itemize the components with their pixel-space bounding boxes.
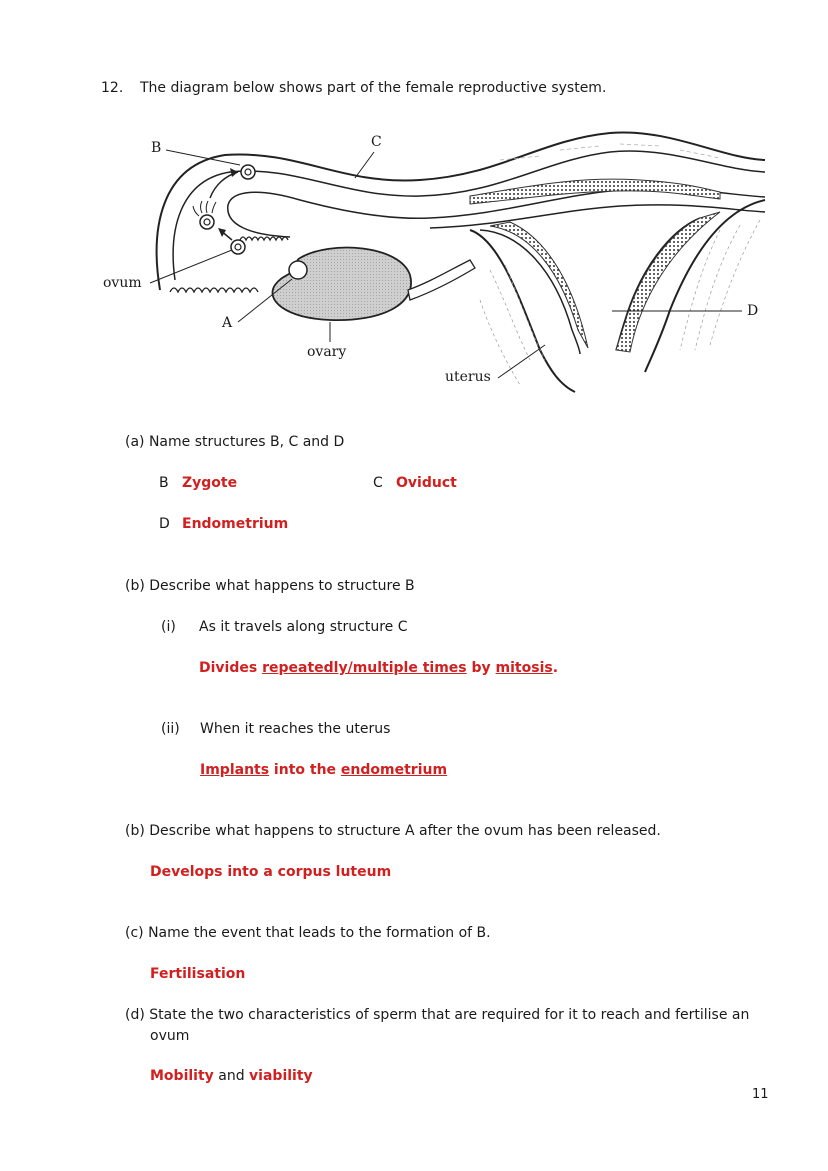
part-d-prompt-line2: ovum [150,1028,190,1044]
part-a-c-letter: C [373,475,383,491]
part-b-i-text: As it travels along structure C [199,619,408,635]
fimbriae [170,288,258,292]
part-a-b-letter: B [159,475,169,491]
label-C: C [371,134,382,150]
answer-b-zygote: Zygote [182,475,238,491]
answer-b-i: Divides repeatedly/multiple times by mitosis. [199,660,559,676]
endometrium-band-top [470,179,720,204]
uterus-muscle-left-lines [480,265,545,385]
answer-d-endometrium: Endometrium [182,516,289,532]
part-d-prompt-line1: (d) State the two characteristics of sperm that are required for it to reach and fertilise an [125,1007,750,1023]
sperm-tails [193,201,216,216]
answer-d: Mobility and viability [150,1068,313,1084]
part-a-prompt: (a) Name structures B, C and D [125,434,345,450]
label-D: D [747,303,759,319]
label-A: A [222,315,233,331]
ovary-shape [272,248,411,321]
leader-C [355,152,374,178]
answer-b2-corpus-luteum: Develops into a corpus luteum [150,864,392,880]
reproductive-system-diagram [0,0,828,420]
endometrium-right [616,212,720,352]
page-number: 11 [752,1087,769,1102]
endometrium-left [490,222,588,348]
ovarian-ligament [408,260,475,300]
fimbriae-upper [240,237,288,240]
label-ovum: ovum [103,275,142,291]
leader-B [166,150,240,165]
answer-b-ii: Implants into the endometrium [200,762,448,778]
part-b-ii-text: When it reaches the uterus [200,721,391,737]
leader-uterus [498,345,545,378]
label-uterus: uterus [445,369,491,385]
part-a-d-letter: D [159,516,170,532]
part-b2-prompt: (b) Describe what happens to structure A after the ovum has been released. [125,823,661,839]
label-ovary: ovary [307,344,347,360]
uterus-muscle-right-lines [680,220,760,350]
answer-c-fertilisation: Fertilisation [150,966,246,982]
part-b-i-number: (i) [161,619,176,635]
leader-ovum [150,250,232,283]
question-intro: The diagram below shows part of the female reproductive system. [140,80,607,96]
uterus-wall-left [470,230,575,392]
follicle-A [289,261,307,279]
part-c-prompt: (c) Name the event that leads to the formation of B. [125,925,491,941]
part-b-prompt: (b) Describe what happens to structure B [125,578,415,594]
question-number: 12. [101,80,124,96]
label-B: B [151,140,162,156]
answer-c-oviduct: Oviduct [396,475,457,491]
part-b-ii-number: (ii) [161,721,180,737]
uterus-wall-right [645,200,765,372]
